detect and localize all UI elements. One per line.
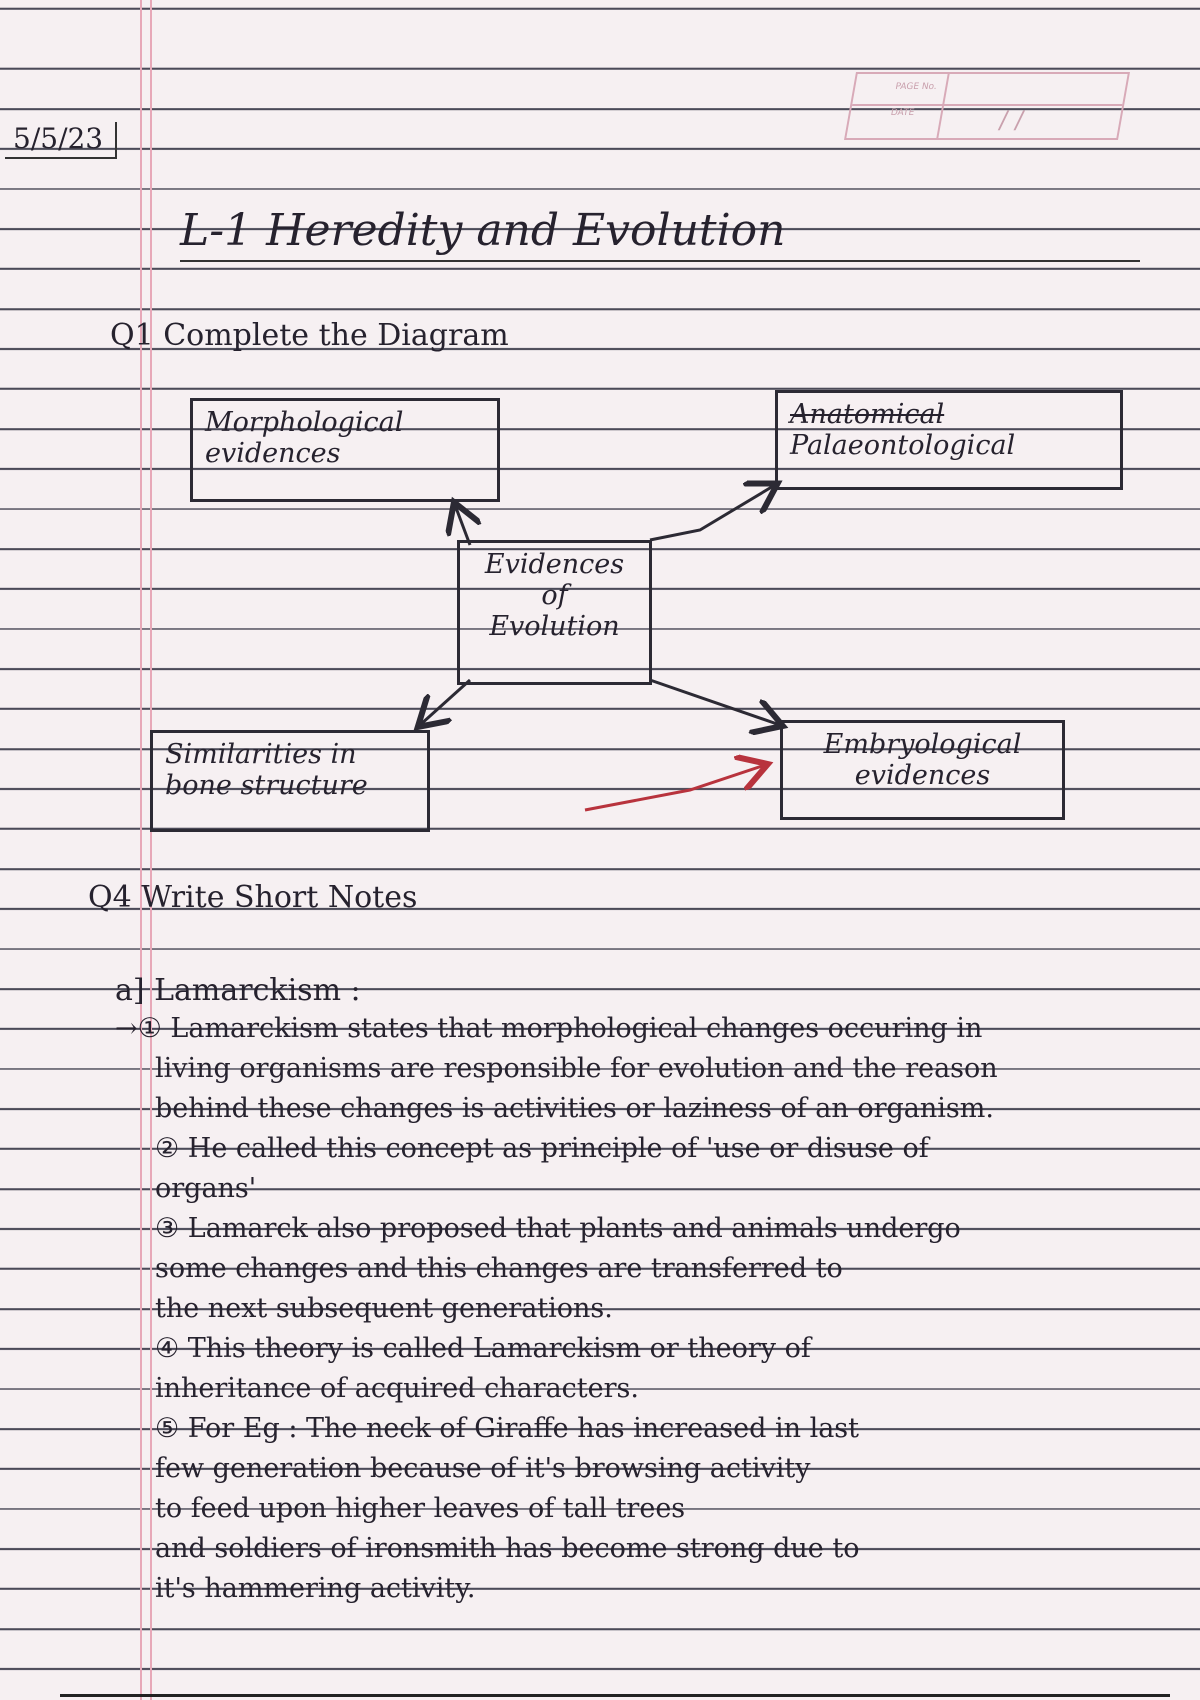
box-evidences-of-evolution	[457, 540, 652, 685]
note-line: ③ Lamarck also proposed that plants and animals undergo	[155, 1213, 961, 1244]
page-date-box	[844, 72, 1130, 140]
note-line: ④ This theory is called Lamarckism or theory of	[155, 1333, 811, 1364]
note-line: ② He called this concept as principle of 'use or disuse of	[155, 1133, 929, 1164]
box-line: Morphological	[205, 407, 404, 438]
box-divider	[936, 74, 949, 138]
q1-heading: Q1 Complete the Diagram	[110, 318, 509, 353]
note-line: it's hammering activity.	[155, 1573, 476, 1604]
margin-line	[140, 0, 142, 1700]
note-line: behind these changes is activities or laziness of an organism.	[155, 1093, 994, 1124]
box-line: Similarities in	[165, 739, 357, 770]
note-line: to feed upon higher leaves of tall trees	[155, 1493, 686, 1524]
box-line: Evolution	[489, 611, 620, 643]
box-line: evidences	[205, 438, 341, 470]
box-line: Embryological	[823, 729, 1022, 760]
note-line: organs'	[155, 1173, 257, 1204]
box-line: evidences	[854, 760, 991, 792]
box-morphological	[190, 398, 500, 502]
q4-heading: Q4 Write Short Notes	[88, 880, 418, 915]
box-line: bone structure	[165, 770, 368, 802]
note-line: ⑤ For Eg : The neck of Giraffe has increased in last	[155, 1413, 860, 1444]
date-value: / /	[997, 106, 1026, 134]
arrow-to-morphological	[455, 505, 470, 545]
note-line: living organisms are responsible for evolution and the reason	[155, 1053, 998, 1084]
note-line: →① Lamarckism states that morphological changes occuring in	[115, 1013, 983, 1044]
box-divider	[852, 104, 1122, 106]
box-line: of	[541, 580, 568, 612]
date: 5/5/23	[5, 122, 117, 159]
date-label: DATE	[889, 108, 916, 118]
note-line: some changes and this changes are transferred to	[155, 1253, 843, 1284]
arrow-to-embryological	[650, 680, 780, 725]
box-anatomical	[775, 390, 1123, 490]
box-similarities	[150, 730, 430, 832]
arrow-to-anatomical	[650, 485, 775, 540]
note-line: the next subsequent generations.	[155, 1293, 613, 1324]
note-line: and soldiers of ironsmith has become strong due to	[155, 1533, 860, 1564]
box-embryological	[780, 720, 1065, 820]
red-arrow-correction	[585, 765, 765, 810]
page-title: L-1 Heredity and Evolution	[180, 205, 786, 256]
box-line-struck: Anatomical	[790, 399, 945, 430]
arrow-to-similarities	[420, 680, 470, 725]
margin-line	[150, 0, 152, 1700]
box-line: Palaeontological	[790, 430, 1016, 462]
q4-subheading: a] Lamarckism :	[115, 973, 361, 1008]
box-line: Evidences	[484, 549, 625, 580]
bottom-rule	[60, 1694, 1170, 1697]
note-line: few generation because of it's browsing activity	[155, 1453, 811, 1484]
note-line: inheritance of acquired characters.	[155, 1373, 639, 1404]
title-underline	[180, 260, 1140, 262]
page-no-label: PAGE No.	[894, 82, 938, 92]
